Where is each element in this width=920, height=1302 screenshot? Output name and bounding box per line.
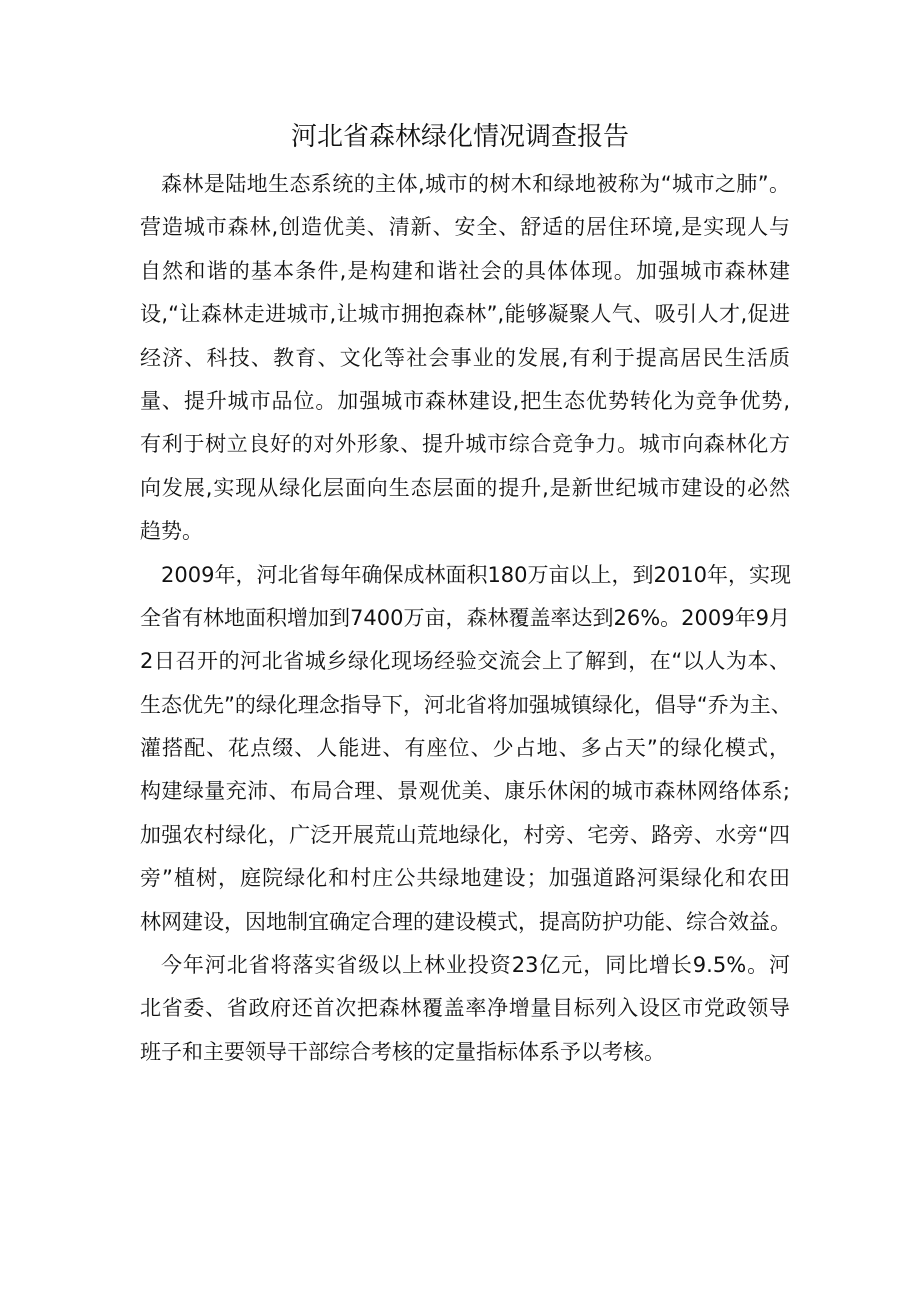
text-line: 2009年，河北省每年确保成林面积180万亩以上，到2010年，实现: [161, 562, 791, 587]
document-body: [140, 163, 790, 1074]
text-line: 向发展,实现从绿化层面向生态层面的提升,是新世纪城市建设的必然: [140, 475, 790, 500]
paragraph-2009-statistics: [140, 554, 790, 945]
document-title: 河北省森林绿化情况调查报告: [290, 122, 629, 152]
paragraph-intro: [140, 163, 790, 554]
text-line: 灌搭配、花点缀、人能进、有座位、少占地、多占天”的绿化模式，: [140, 736, 790, 761]
text-line: 设,“让森林走进城市,让城市拥抱森林”,能够凝聚人气、吸引人才,促进: [140, 302, 790, 327]
text-line: 加强农村绿化，广泛开展荒山荒地绿化，村旁、宅旁、路旁、水旁“四: [140, 822, 790, 847]
text-line: 经济、科技、教育、文化等社会事业的发展,有利于提高居民生活质: [140, 345, 790, 370]
text-line: 全省有林地面积增加到7400万亩，森林覆盖率达到26%。2009年9月: [140, 605, 790, 630]
text-line: 自然和谐的基本条件,是构建和谐社会的具体体现。加强城市森林建: [140, 258, 790, 283]
text-line: 趋势。: [140, 519, 203, 544]
text-line: 旁”植树，庭院绿化和村庄公共绿地建设；加强道路河渠绿化和农田: [140, 866, 790, 891]
text-line: 班子和主要领导干部综合考核的定量指标体系予以考核。: [140, 1039, 665, 1064]
text-line: 构建绿量充沛、布局合理、景观优美、康乐休闲的城市森林网络体系;: [140, 779, 790, 804]
text-line: 营造城市森林,创造优美、清新、安全、舒适的居住环境,是实现人与: [140, 215, 790, 240]
text-line: 量、提升城市品位。加强城市森林建设,把生态优势转化为竞争优势,: [140, 388, 790, 413]
text-line: 林网建设，因地制宜确定合理的建设模式，提高防护功能、综合效益。: [140, 909, 791, 934]
text-line: 今年河北省将落实省级以上林业投资23亿元，同比增长9.5%。河: [161, 953, 790, 978]
text-line: 2日召开的河北省城乡绿化现场经验交流会上了解到，在“以人为本、: [140, 649, 790, 674]
text-line: 有利于树立良好的对外形象、提升城市综合竞争力。城市向森林化方: [140, 432, 790, 457]
text-line: 森林是陆地生态系统的主体,城市的树木和绿地被称为“城市之肺”。: [161, 172, 790, 196]
text-line: 北省委、省政府还首次把森林覆盖率净增量目标列入设区市党政领导: [140, 996, 790, 1021]
text-line: 生态优先”的绿化理念指导下，河北省将加强城镇绿化，倡导“乔为主、: [140, 692, 792, 717]
paragraph-investment: [140, 944, 790, 1074]
